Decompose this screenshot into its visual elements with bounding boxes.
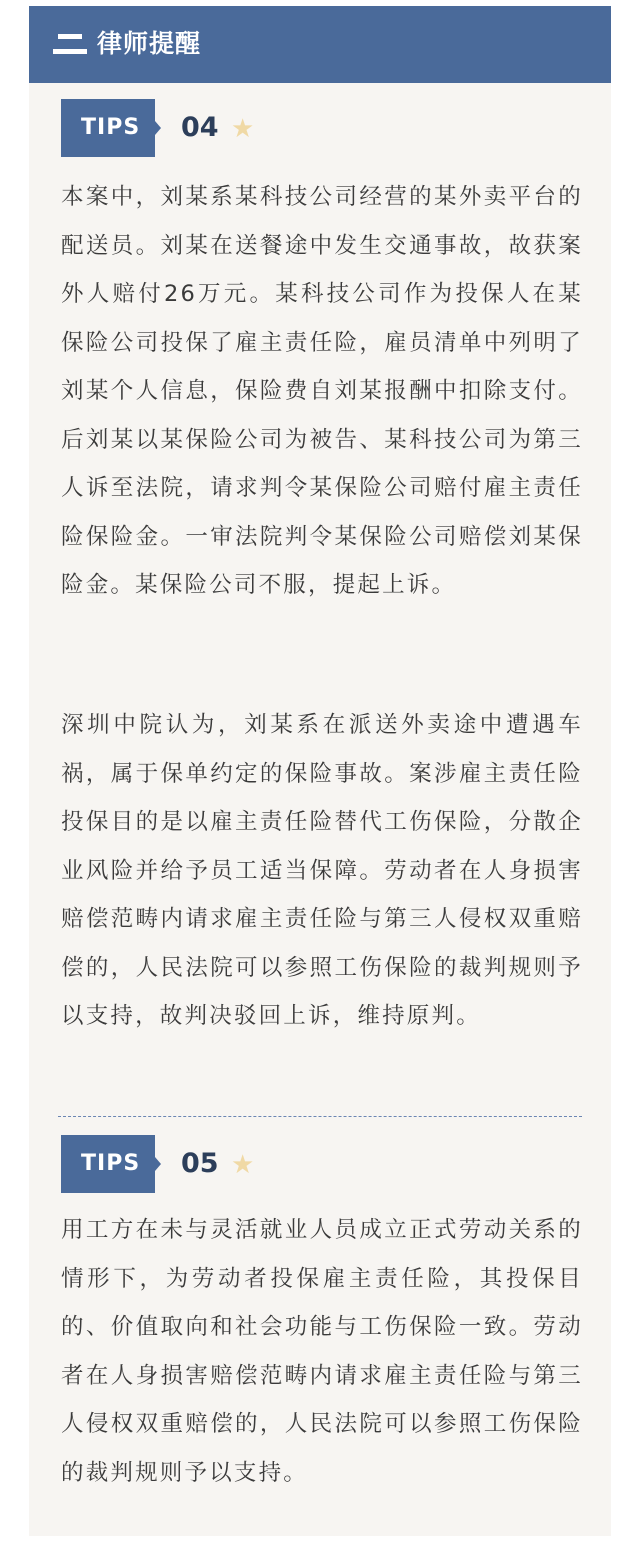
paragraph-summary: 用工方在未与灵活就业人员成立正式劳动关系的情形下，为劳动者投保雇主责任险，其投保目的、价值取向和社会功能与工伤保险一致。劳动者在人身损害赔偿范畴内请求雇主责任险与第三人侵权双重赔偿的，人民法院可以参照工伤保险的裁判规则予以支持。 bbox=[61, 1217, 583, 1486]
star-icon: ★ bbox=[231, 1150, 255, 1180]
tips-heading-05 bbox=[61, 1135, 341, 1193]
tips-number: 05 bbox=[181, 1148, 219, 1179]
tips-badge bbox=[61, 99, 169, 157]
two-bars-icon bbox=[53, 34, 87, 56]
star-icon: ★ bbox=[231, 114, 255, 144]
section-title: 律师提醒 bbox=[97, 29, 202, 58]
tips-label: TIPS bbox=[81, 1151, 141, 1176]
section-header bbox=[29, 6, 611, 83]
tips-number: 04 bbox=[181, 112, 219, 143]
tips-heading-04 bbox=[61, 99, 341, 157]
dashed-divider bbox=[58, 1116, 582, 1117]
paragraph-court-opinion: 深圳中院认为，刘某系在派送外卖途中遭遇车祸，属于保单约定的保险事故。案涉雇主责任险投保目的是以雇主责任险替代工伤保险，分散企业风险并给予员工适当保障。劳动者在人身损害赔偿范畴内请求雇主责任险与第三人侵权双重赔偿的，人民法院可以参照工伤保险的裁判规则予以支持，故判决驳回上诉，维持原判。 bbox=[61, 712, 583, 1029]
tips-label: TIPS bbox=[81, 115, 141, 140]
tips-badge bbox=[61, 1135, 169, 1193]
paragraph-case-facts: 本案中，刘某系某科技公司经营的某外卖平台的配送员。刘某在送餐途中发生交通事故，故获案外人赔付26万元。某科技公司作为投保人在某保险公司投保了雇主责任险，雇员清单中列明了刘某个人信息，保险费自刘某报酬中扣除支付。后刘某以某保险公司为被告、某科技公司为第三人诉至法院，请求判令某保险公司赔付雇主责任险保险金。一审法院判令某保险公司赔偿刘某保险金。某保险公司不服，提起上诉。 bbox=[61, 184, 583, 598]
